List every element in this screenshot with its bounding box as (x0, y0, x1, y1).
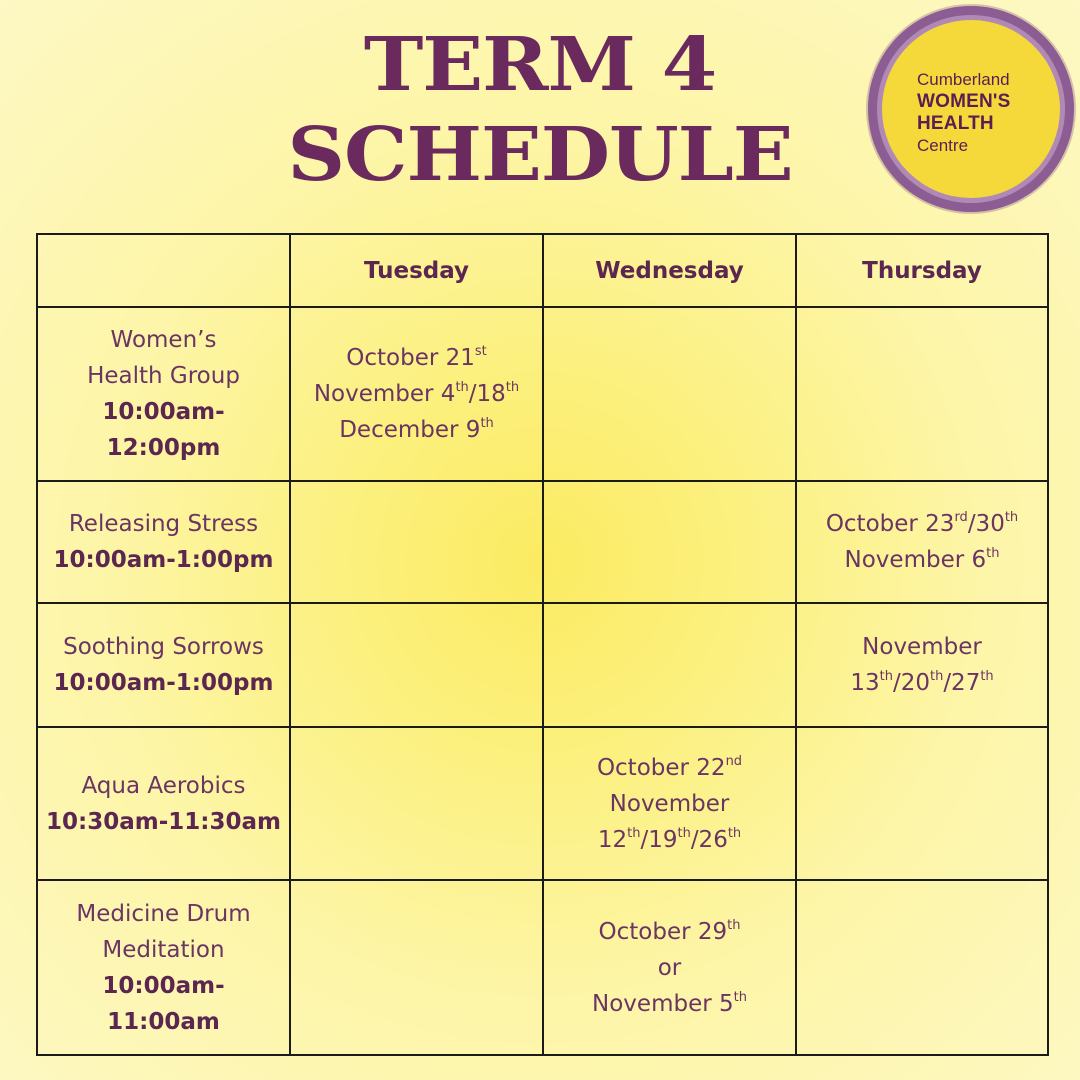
date-ordinal-suffix: rd (954, 510, 968, 525)
date-line (801, 629, 1043, 665)
date-ordinal-suffix: th (727, 917, 741, 933)
date-text: /30 (967, 511, 1005, 537)
class-cell (37, 727, 290, 880)
date-line (295, 340, 538, 376)
date-line (548, 914, 791, 950)
class-cell (37, 603, 290, 727)
class-time: 10:00am-1:00pm (53, 547, 274, 573)
date-ordinal-suffix: th (505, 380, 520, 395)
date-line (801, 665, 1043, 701)
title-line-2: SCHEDULE (287, 112, 793, 198)
logo-line-3: HEALTH (917, 113, 994, 134)
date-text: December 9 (339, 417, 481, 443)
table-row (37, 307, 1048, 481)
date-text: or (657, 954, 682, 981)
class-name: Soothing Sorrows (63, 634, 264, 660)
date-ordinal-suffix: th (627, 825, 641, 841)
table-row (37, 481, 1048, 603)
date-ordinal-suffix: th (986, 546, 1000, 561)
class-cell (37, 880, 290, 1055)
date-text: November 5 (592, 990, 734, 1017)
schedule-cell (796, 727, 1048, 880)
schedule-table (36, 233, 1049, 1056)
header-row (37, 234, 1048, 307)
title-line-1: TERM 4 (363, 22, 717, 108)
schedule-cell (796, 880, 1048, 1055)
date-text: 13 (850, 670, 880, 696)
schedule-cell (290, 880, 543, 1055)
date-text: /19 (640, 826, 678, 853)
organization-logo (868, 6, 1074, 212)
page-title (240, 20, 840, 200)
schedule-cell (543, 603, 796, 727)
date-ordinal-suffix: th (980, 669, 994, 684)
date-text: 12 (597, 826, 628, 853)
header-day-thursday: Thursday (796, 234, 1048, 307)
schedule-cell (290, 727, 543, 880)
date-line (295, 376, 538, 412)
date-line (801, 542, 1043, 578)
date-line (548, 786, 791, 822)
date-ordinal-suffix: th (929, 669, 944, 684)
date-line (548, 822, 791, 858)
schedule-cell (796, 307, 1048, 481)
date-text: October 23 (825, 511, 955, 537)
date-line (548, 750, 791, 786)
date-ordinal-suffix: th (455, 380, 469, 395)
date-ordinal-suffix: th (1004, 510, 1019, 525)
schedule-cell (796, 603, 1048, 727)
date-text: /20 (892, 670, 930, 696)
date-ordinal-suffix: th (879, 669, 893, 684)
class-name: Medicine Drum Meditation (76, 900, 251, 963)
header-corner-cell (37, 234, 290, 307)
date-text: /27 (943, 670, 981, 696)
class-cell (37, 481, 290, 603)
class-time: 10:30am-11:30am (46, 808, 281, 835)
date-line (548, 986, 791, 1022)
date-ordinal-suffix: th (480, 416, 494, 431)
date-ordinal-suffix: th (677, 825, 691, 841)
header-day-wednesday: Wednesday (543, 234, 796, 307)
date-text: November (609, 790, 730, 817)
date-text: /18 (468, 381, 506, 407)
schedule-cell (290, 307, 543, 481)
table-row (37, 880, 1048, 1055)
table-row (37, 727, 1048, 880)
date-ordinal-suffix: nd (725, 753, 743, 769)
class-time: 10:00am-1:00pm (53, 670, 274, 696)
date-text: November (862, 634, 982, 660)
date-text: November 4 (313, 381, 456, 407)
logo-line-1: Cumberland (917, 70, 1010, 89)
schedule-cell (796, 481, 1048, 603)
schedule-cell (543, 727, 796, 880)
schedule-cell (290, 481, 543, 603)
schedule-cell (543, 307, 796, 481)
date-text: October 29 (598, 918, 728, 945)
header-day-tuesday: Tuesday (290, 234, 543, 307)
class-name: Releasing Stress (68, 511, 259, 537)
class-time: 10:00am-12:00pm (102, 399, 225, 461)
logo-line-2: WOMEN'S (917, 91, 1011, 112)
schedule-cell (543, 481, 796, 603)
date-ordinal-suffix: th (727, 825, 742, 841)
date-text: November 6 (844, 547, 987, 573)
date-line (548, 950, 791, 986)
date-text: October 22 (596, 754, 726, 781)
date-line (295, 412, 538, 448)
date-ordinal-suffix: th (733, 989, 747, 1005)
date-text: October 21 (346, 345, 475, 371)
schedule-cell (290, 603, 543, 727)
table-row (37, 603, 1048, 727)
schedule-cell (543, 880, 796, 1055)
class-name: Aqua Aerobics (81, 772, 246, 799)
date-ordinal-suffix: st (474, 344, 487, 359)
date-line (801, 506, 1043, 542)
date-text: /26 (690, 826, 728, 853)
class-name: Women’s Health Group (87, 327, 240, 389)
logo-line-4: Centre (917, 136, 969, 155)
class-cell (37, 307, 290, 481)
class-time: 10:00am-11:00am (102, 972, 225, 1035)
